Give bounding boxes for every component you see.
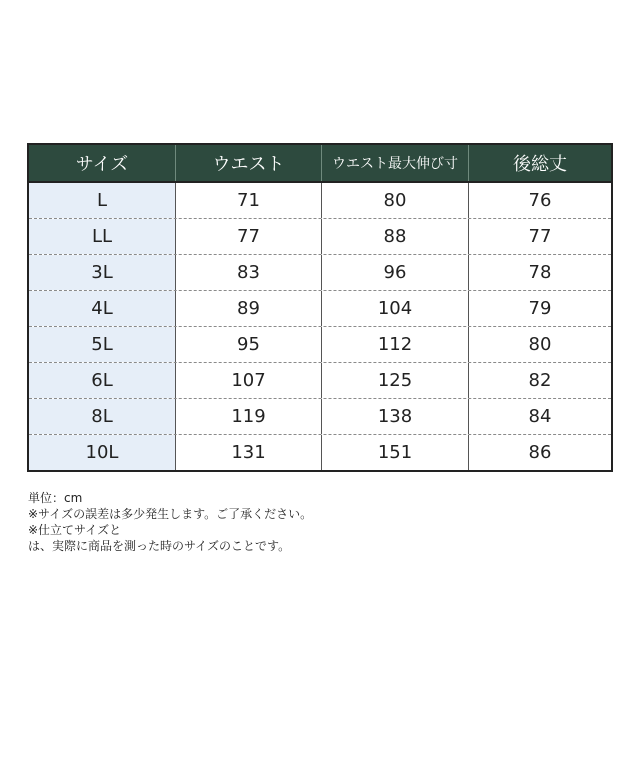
- back-length-cell: 76: [528, 190, 552, 211]
- back-length-cell: 86: [528, 442, 552, 463]
- waist-cell: 77: [176, 219, 322, 254]
- waist-cell: 95: [176, 327, 322, 362]
- table-row: [29, 363, 611, 399]
- waist-cell: 83: [176, 255, 322, 290]
- back-length-cell: 78: [528, 262, 552, 283]
- waist-max-cell: 151: [322, 435, 469, 470]
- waist-cell: 71: [176, 183, 322, 218]
- error-note: ※サイズの誤差は多少発生します。ご了承ください。: [28, 507, 313, 521]
- unit-note: 単位：cm: [28, 491, 83, 505]
- back-length-cell: 77: [528, 226, 552, 247]
- waist-cell: 119: [176, 399, 322, 434]
- waist-max-cell: 88: [322, 219, 469, 254]
- table-header-row: [29, 145, 611, 183]
- waist-cell: 107: [176, 363, 322, 398]
- waist-max-cell: 125: [322, 363, 469, 398]
- back-length-cell: 84: [528, 406, 552, 427]
- waist-max-cell: 96: [322, 255, 469, 290]
- header-waist: ウエスト: [176, 145, 322, 181]
- waist-max-cell: 104: [322, 291, 469, 326]
- size-cell: 8L: [29, 399, 176, 434]
- table-row: [29, 255, 611, 291]
- back-length-cell: 80: [528, 334, 552, 355]
- header-waist-max-stretch: ウエスト最大伸び寸: [322, 145, 469, 181]
- header-size: サイズ: [29, 145, 176, 181]
- back-length-cell: 79: [528, 298, 552, 319]
- header-back-length: 後総丈: [513, 154, 567, 175]
- size-cell: LL: [29, 219, 176, 254]
- size-cell: 5L: [29, 327, 176, 362]
- size-cell: 4L: [29, 291, 176, 326]
- waist-max-cell: 112: [322, 327, 469, 362]
- tailoring-note: ※仕立てサイズと: [28, 523, 122, 537]
- size-table: [27, 143, 613, 472]
- measurement-note: は、実際に商品を測った時のサイズのことです。: [28, 539, 291, 553]
- table-row: [29, 219, 611, 255]
- waist-max-cell: 138: [322, 399, 469, 434]
- back-length-cell: 82: [528, 370, 552, 391]
- notes: [28, 490, 312, 554]
- table-row: [29, 327, 611, 363]
- waist-cell: 89: [176, 291, 322, 326]
- table-row: [29, 435, 611, 470]
- size-cell: L: [29, 183, 176, 218]
- size-cell: 6L: [29, 363, 176, 398]
- waist-cell: 131: [176, 435, 322, 470]
- table-row: [29, 291, 611, 327]
- table-row: [29, 399, 611, 435]
- size-cell: 10L: [29, 435, 176, 470]
- waist-max-cell: 80: [322, 183, 469, 218]
- table-row: [29, 183, 611, 219]
- size-cell: 3L: [29, 255, 176, 290]
